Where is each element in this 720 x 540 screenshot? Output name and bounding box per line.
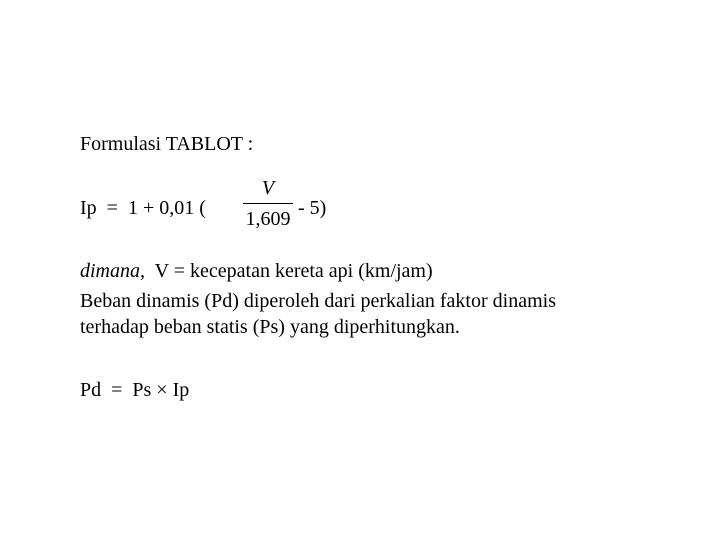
- velocity-definition: V = kecepatan kereta api (km/jam): [145, 260, 433, 282]
- fraction-bar: [243, 203, 293, 204]
- formula-title: Formulasi TABLOT :: [80, 133, 254, 155]
- ip-formula-lhs: Ip = 1 + 0,01 (: [80, 197, 206, 219]
- paragraph-line-2: terhadap beban statis (Ps) yang diperhitungkan.: [80, 316, 460, 338]
- velocity-fraction: [241, 176, 295, 234]
- paragraph-line-1: Beban dinamis (Pd) diperoleh dari perkalian faktor dinamis: [80, 290, 556, 312]
- fraction-numerator: V: [261, 177, 275, 199]
- pd-formula: Pd = Ps × Ip: [80, 379, 190, 401]
- variable-definition: [80, 259, 433, 283]
- ip-formula-tail: - 5): [298, 197, 327, 219]
- fraction-denominator: 1,609: [245, 208, 291, 230]
- dimana-word: dimana,: [80, 260, 145, 282]
